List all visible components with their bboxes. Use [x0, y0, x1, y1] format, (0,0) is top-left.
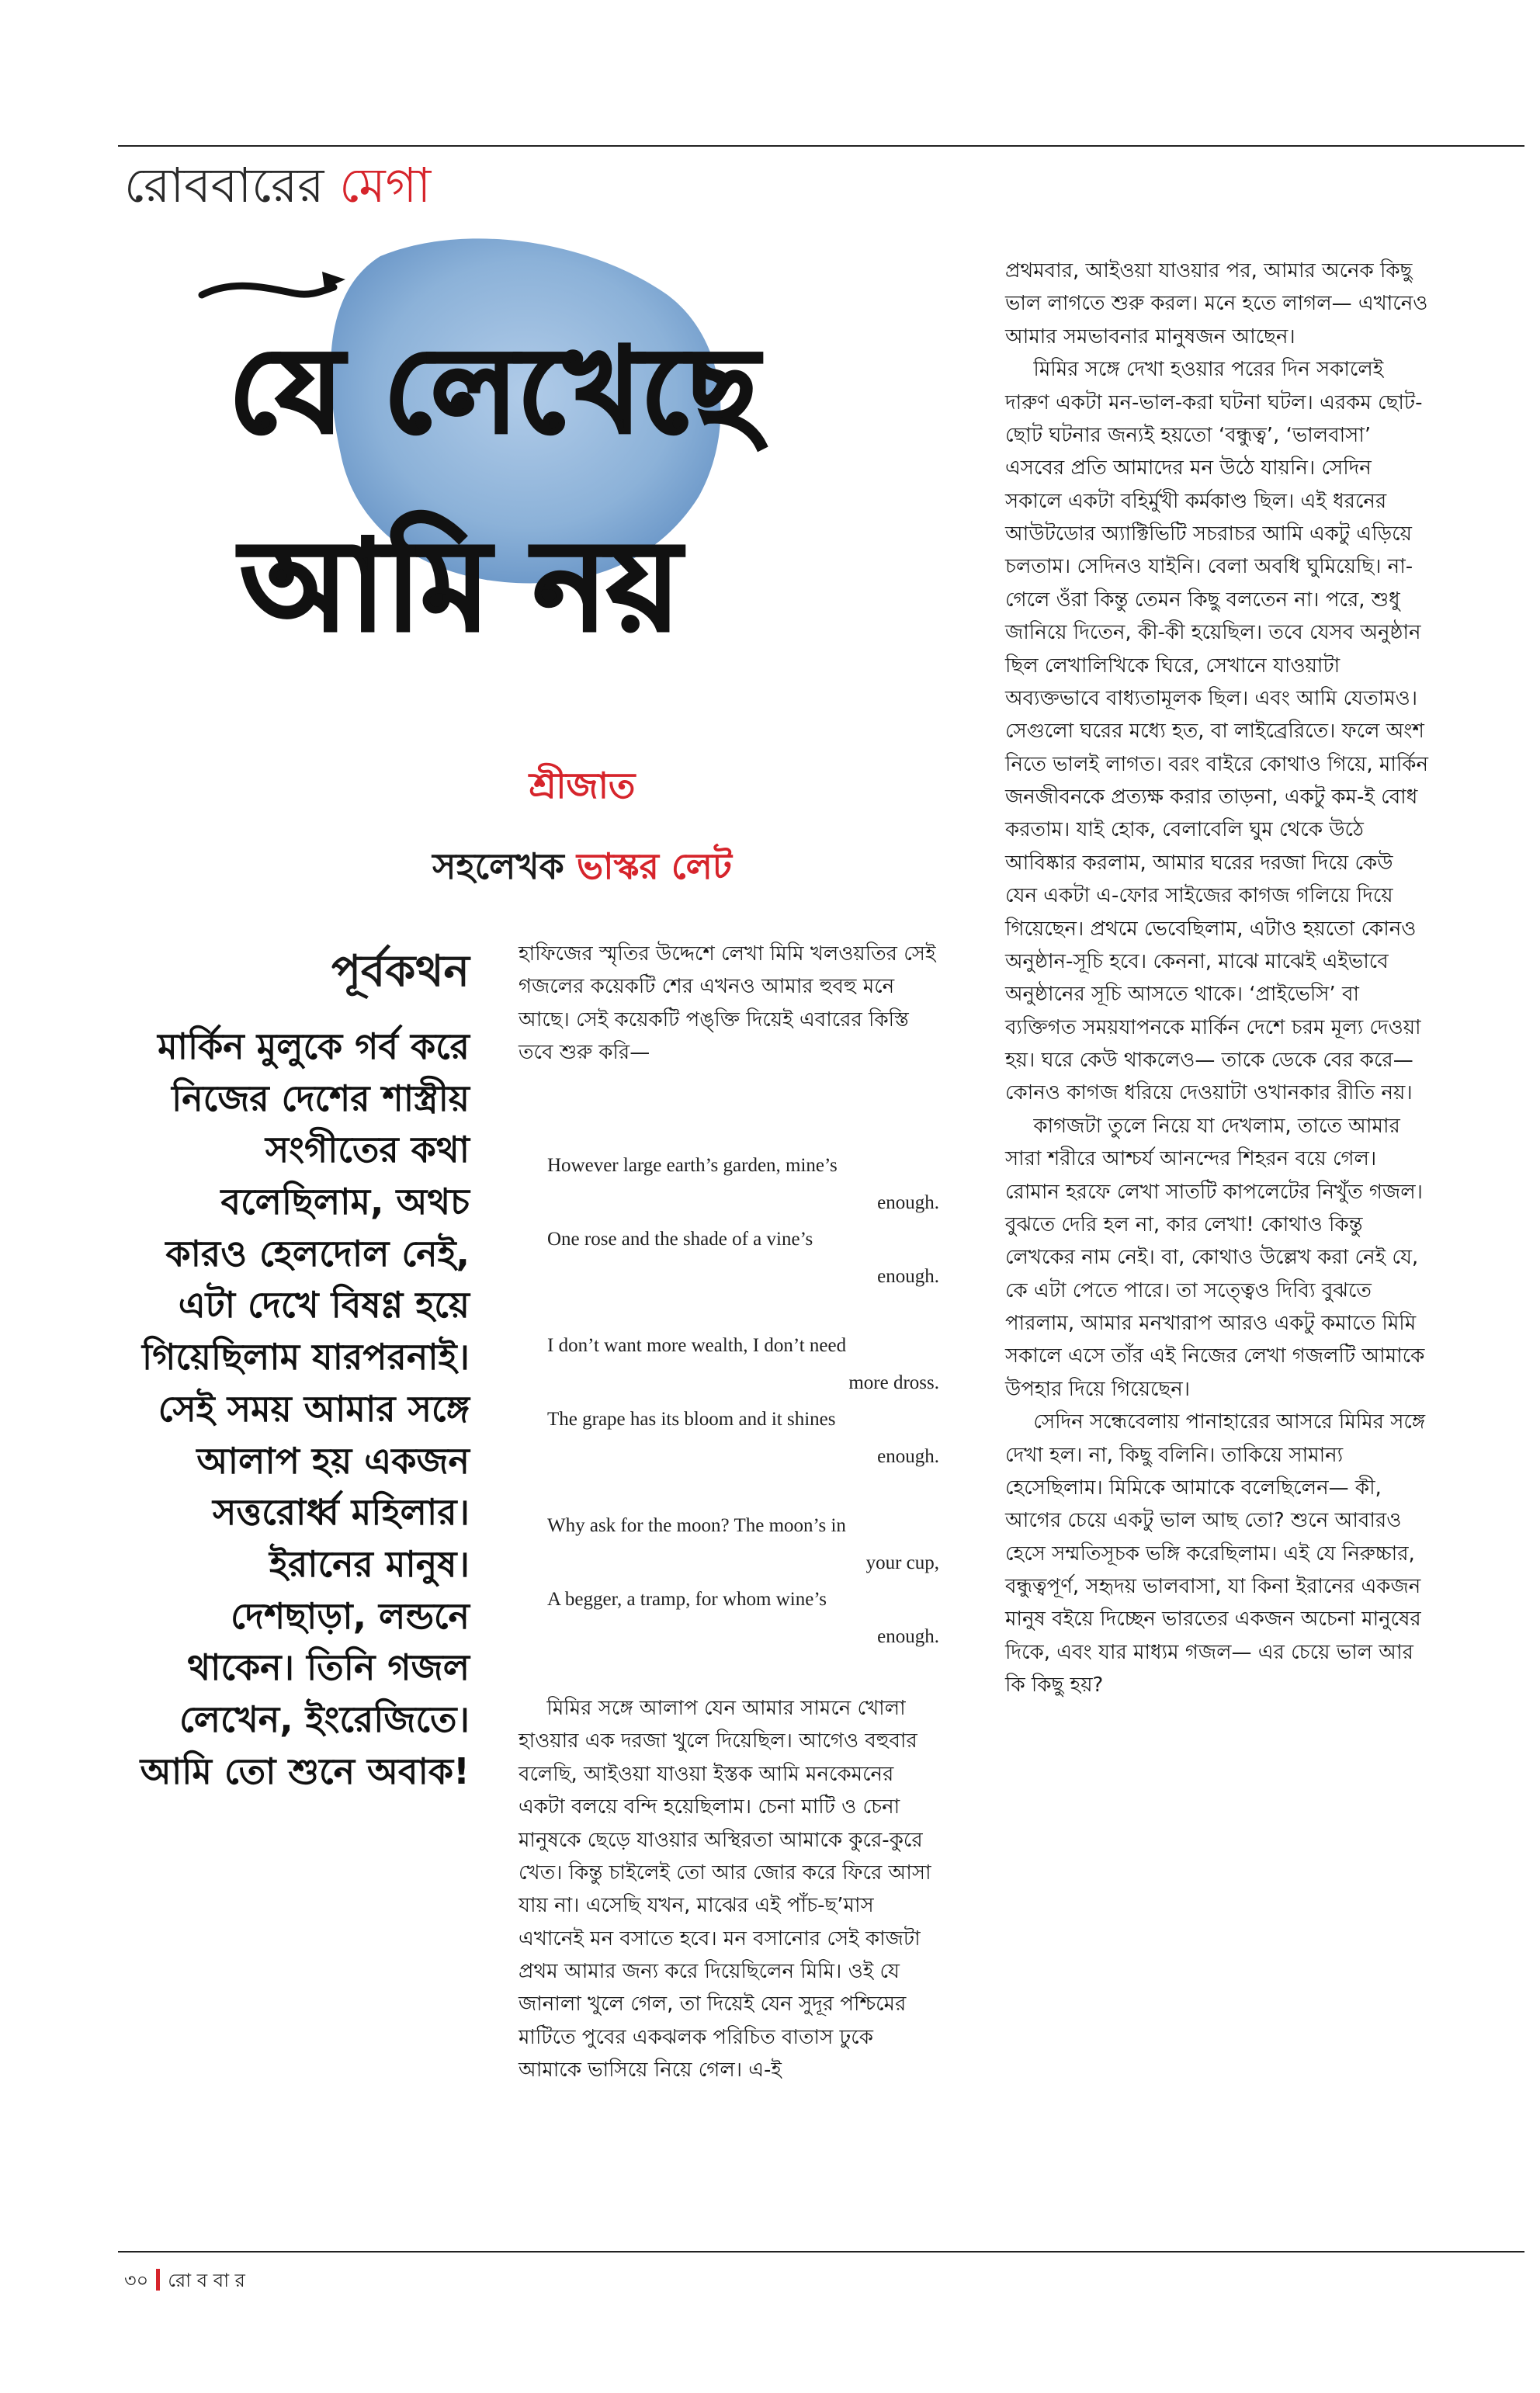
poem-line-turn: enough.: [877, 1191, 939, 1213]
brush-swoosh-icon: [202, 286, 334, 295]
co-author-label: সহলেখক: [432, 845, 564, 887]
poem-line-turn: enough.: [877, 1625, 939, 1647]
title-line-2: আমি নয়: [241, 513, 681, 658]
right-column: [1005, 255, 1428, 1702]
title-line-1: যে লেখেছে: [229, 324, 759, 459]
title-artwork: [186, 225, 799, 722]
section-header-red: মেগা: [339, 157, 432, 213]
right-paragraph: সেদিন সন্ধেবেলায় পানাহারের আসরে মিমির সঙ্গে দেখা হল। না, কিছু বলিনি। তাকিয়ে সামান্য হেসেছিলাম। মিমিকে আমাকে বলেছিলেন— কী, আগের চেয়ে একটু ভাল আছ তো? শুনে আবারও হেসে সম্মতিসূচক ভঙ্গি করেছিলাম। এই যে নিরুচ্চার, বন্ধুত্বপূর্ণ, সহৃদয় ভালবাসা, যা কিনা ইরানের একজন মানুষ বইয়ে দিচ্ছেন ভারতের একজন অচেনা মানুষের দিকে, এবং যার মাধ্যম গজল— এর চেয়ে ভাল আর কি কিছু হয়?: [1005, 1410, 1426, 1698]
right-paragraph: কাগজটা তুলে নিয়ে যা দেখলাম, তাতে আমার সারা শরীরে আশ্চর্য আনন্দের শিহরন বয়ে গেল। রোমান হরফে লেখা সাতটি কাপলেটের নিখুঁত গজল। বুঝতে দেরি হল না, কার লেখা! কোথাও কিন্তু লেখকের নাম নেই। বা, কোথাও উল্লেখ করা নেই যে, কে এটা পেতে পারে। তা সত্ত্বেও দিব্যি বুঝতে পারলাম, আমার মনখারাপ আরও একটু কমাতে মিমি সকালে এসে তাঁর এই নিজের লেখা গজলটি আমাকে উপহার দিয়ে গিয়েছেন।: [1005, 1114, 1425, 1401]
right-paragraph: প্রথমবার, আইওয়া যাওয়ার পর, আমার অনেক কিছু ভাল লাগতে শুরু করল। মনে হতে লাগল— এখানেও আমার সমভাবনার মানুষজন আছেন।: [1005, 259, 1428, 349]
poem-line: Why ask for the moon? The moon’s in: [547, 1515, 846, 1536]
poem-line: One rose and the shade of a vine’s: [547, 1229, 813, 1250]
poem-line-turn: enough.: [877, 1265, 939, 1287]
poem-stanza: [547, 1327, 939, 1475]
right-paragraph: মিমির সঙ্গে দেখা হওয়ার পরের দিন সকালেই দারুণ একটা মন-ভাল-করা ঘটনা ঘটল। এরকম ছোট-ছোট ঘটনার জন্যই হয়তো ‘বন্ধুত্ব’, ‘ভালবাসা’ এসবের প্রতি আমাদের মন উঠে যায়নি। সেদিন সকালে একটা বহির্মুখী কর্মকাণ্ড ছিল। এই ধরনের আউটডোর অ্যাক্টিভিটি সচরাচর আমি একটু এড়িয়ে চলতাম। সেদিনও যাইনি। বেলা অবধি ঘুমিয়েছি। না-গেলে ওঁরা কিন্তু তেমন কিছু বলতেন না। পরে, শুধু জানিয়ে দিতেন, কী-কী হয়েছিল। তবে যেসব অনুষ্ঠান ছিল লেখালিখিকে ঘিরে, সেখানে যাওয়াটা অব্যক্তভাবে বাধ্যতামূলক ছিল। এবং আমি যেতামও। সেগুলো ঘরের মধ্যে হত, বা লাইব্রেরিতে। ফলে অংশ নিতে ভালই লাগত। বরং বাইরে কোথাও গিয়ে, মার্কিন জনজীবনকে প্রত্যক্ষ করার তাড়না, একটু কম-ই বোধ করতাম। যাই হোক, বেলাবেলি ঘুম থেকে উঠে আবিষ্কার করলাম, আমার ঘরের দরজা দিয়ে কেউ যেন একটা এ-ফোর সাইজের কাগজ গলিয়ে দিয়ে গিয়েছেন। প্রথমে ভেবেছিলাম, এটাও হয়তো কোনও অনুষ্ঠান-সূচি হবে। কেননা, মাঝে মাঝেই এইভাবে অনুষ্ঠানের সূচি আসতে থাকে। ‘প্রাইভেসি’ বা ব্যক্তিগত সময়যাপনকে মার্কিন দেশে চরম মূল্য দেওয়া হয়। ঘরে কেউ থাকলেও— তাকে ডেকে বের করে— কোনও কাগজ ধরিয়ে দেওয়াটা ওখানকার রীতি নয়।: [1005, 358, 1429, 1105]
page-footer: [124, 2266, 245, 2298]
preface-heading: পূর্বকথন: [331, 946, 470, 997]
page-number: ৩০: [124, 2270, 149, 2291]
middle-body: [519, 1692, 938, 2087]
poem-line: I don’t want more wealth, I don’t need: [547, 1335, 847, 1356]
middle-paragraph: মিমির সঙ্গে আলাপ যেন আমার সামনে খোলা হাওয়ার এক দরজা খুলে দিয়েছিল। আগেও বহুবার বলেছি, আইওয়া যাওয়া ইস্তক আমি মনকেমনের একটা বলয়ে বন্দি হয়েছিলাম। চেনা মাটি ও চেনা মানুষকে ছেড়ে যাওয়ার অস্থিরতা আমাকে কুরে-কুরে খেত। কিন্তু চাইলেই তো আর জোর করে ফিরে আসা যায় না। এসেছি যখন, মাঝের এই পাঁচ-ছ’মাস এখানেই মন বসাতে হবে। মন বসানোর সেই কাজটা প্রথম আমার জন্য করে দিয়েছিলেন মিমি। ওই যে জানালা খুলে গেল, তা দিয়েই যেন সুদূর পশ্চিমের মাটিতে পুবের একঝলক পরিচিত বাতাস ঢুকে আমাকে ভাসিয়ে নিয়ে গেল। এ-ই: [519, 1697, 931, 2083]
section-header: [124, 159, 431, 212]
poem-line: However large earth’s garden, mine’s: [547, 1155, 838, 1176]
poem-stanza: [547, 1147, 939, 1295]
bottom-rule: [118, 2251, 1524, 2253]
poem-line: A begger, a tramp, for whom wine’s: [547, 1589, 827, 1610]
intro-paragraph: [519, 938, 938, 1070]
pull-quote: মার্কিন মুলুকে গর্ব করে নিজের দেশের শাস্ত্রীয় সংগীতের কথা বলেছিলাম, অথচ কারও হেলদোল নেই, এটা দেখে বিষণ্ণ হয়ে গিয়েছিলাম যারপরনাই। সেই সময় আমার সঙ্গে আলাপ হয় একজন সত্তরোর্ধ্ব মহিলার। ইরানের মানুষ। দেশছাড়া, লন্ডনে থাকেন। তিনি গজল লেখেন, ইংরেজিতে। আমি তো শুনে অবাক!: [140, 1025, 470, 1792]
poem-stanza: [547, 1507, 939, 1655]
section-header-black: রোববারের: [124, 157, 324, 213]
poem-line-turn: more dross.: [848, 1372, 939, 1393]
footer-divider: [156, 2269, 160, 2291]
poem-line-turn: enough.: [877, 1445, 939, 1467]
author-name: শ্রীজাত: [529, 765, 636, 806]
intro-text: হাফিজের স্মৃতির উদ্দেশে লেখা মিমি খলওয়তির সেই গজলের কয়েকটি শের এখনও আমার হুবহু মনে আছে। সেই কয়েকটি পঙ্‌ক্তি দিয়েই এবারের কিস্তি তবে শুরু করি—: [519, 942, 936, 1065]
co-author-line: [357, 840, 807, 899]
publication-name: রো ব বা র: [168, 2270, 245, 2291]
co-author-name: ভাস্কর লেট: [576, 845, 732, 887]
poem-line: The grape has its bloom and it shines: [547, 1409, 836, 1430]
poem-line-turn: your cup,: [865, 1552, 939, 1573]
top-rule: [118, 145, 1524, 147]
ghazal-poem: [547, 1147, 939, 1687]
